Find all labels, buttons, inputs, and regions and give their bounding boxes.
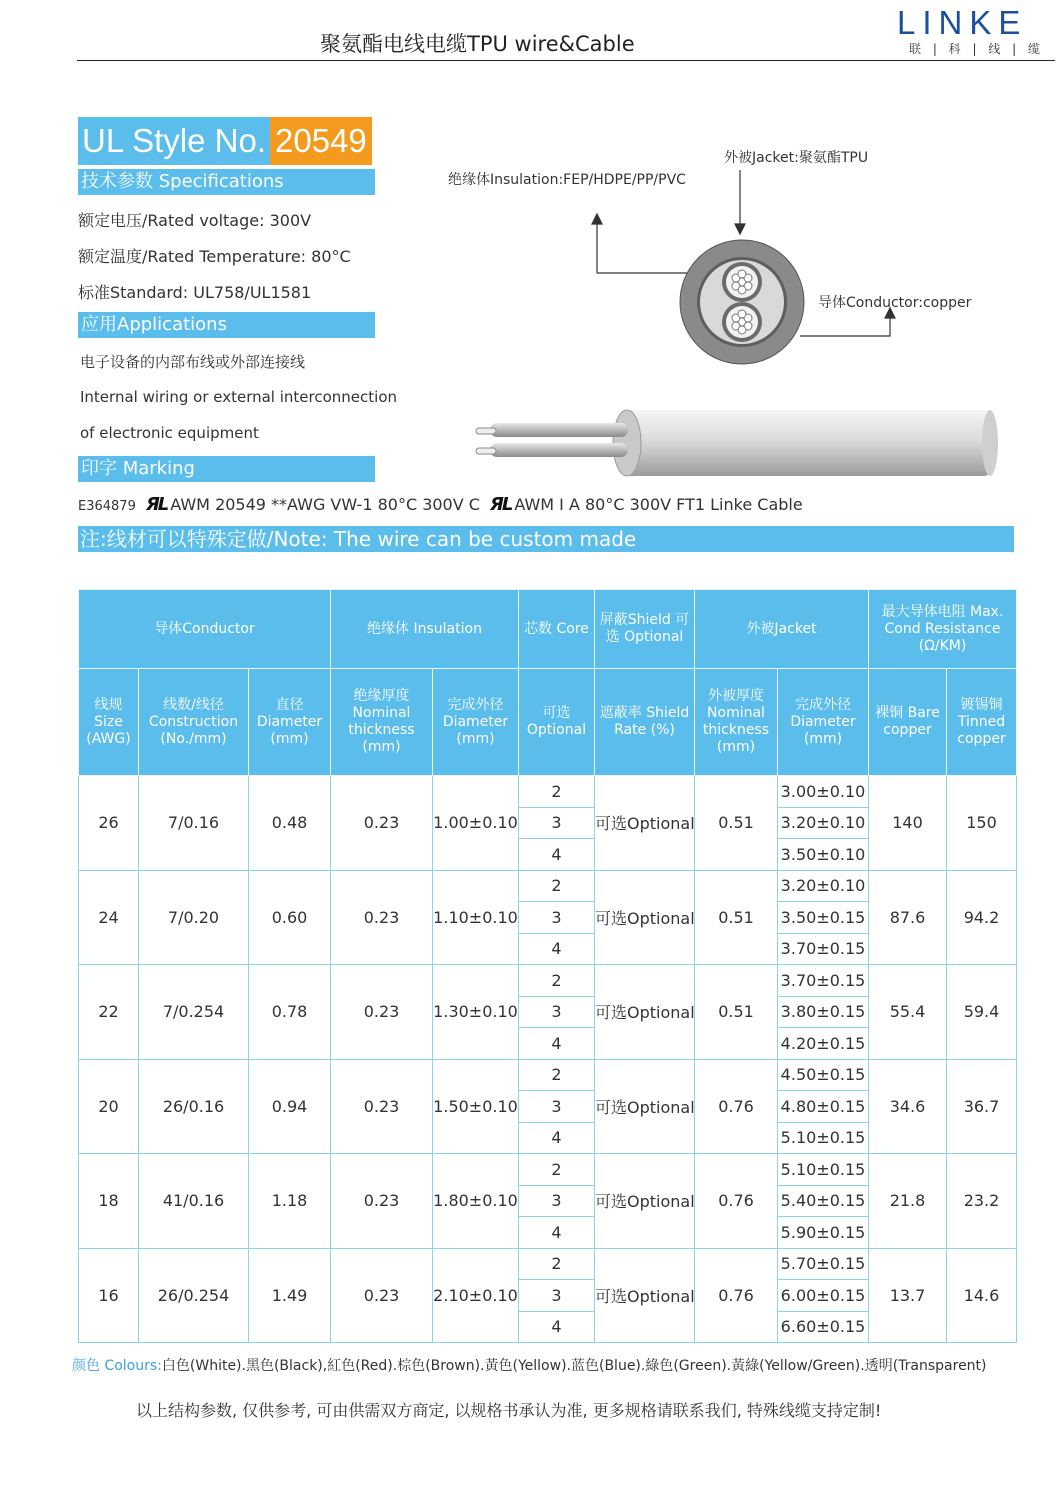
cell-jacket-thickness: 0.51: [695, 870, 778, 965]
header-shield-rate: 遮蔽率 Shield Rate (%): [595, 669, 695, 776]
cell-jacket-diameter: 5.10±0.15: [778, 1154, 869, 1186]
cell-bare-copper: 13.7: [869, 1248, 947, 1343]
marking-heading: 印字 Marking: [78, 456, 375, 482]
cell-core: 3: [519, 1185, 595, 1217]
cell-construction: 7/0.16: [139, 776, 249, 871]
table-sub-header-row: [79, 669, 1017, 776]
cell-core: 4: [519, 933, 595, 965]
header-insulation-diameter: 完成外径 Diameter (mm): [433, 669, 519, 776]
ul-style-badge: [78, 117, 372, 165]
cell-awg: 18: [79, 1154, 139, 1249]
cable-cross-section: [680, 240, 804, 364]
ul-recognized-icon: ЯL: [145, 494, 168, 515]
cell-jacket-diameter: 3.50±0.10: [778, 839, 869, 871]
ul-style-prefix: UL Style No.: [78, 117, 270, 165]
cell-core: 2: [519, 1248, 595, 1280]
cell-insulation-thickness: 0.23: [331, 776, 433, 871]
insulation-label: 绝缘体Insulation:FEP/HDPE/PP/PVC: [448, 172, 686, 188]
cell-diameter: 0.60: [249, 870, 331, 965]
jacket-label: 外被Jacket:聚氨酯TPU: [724, 150, 869, 166]
header-core-optional: 可选 Optional: [519, 669, 595, 776]
cell-tinned-copper: 59.4: [947, 965, 1017, 1060]
header-size: 线规 Size (AWG): [79, 669, 139, 776]
cell-jacket-thickness: 0.76: [695, 1248, 778, 1343]
table-row: [79, 1059, 1017, 1091]
cell-jacket-diameter: 5.10±0.15: [778, 1122, 869, 1154]
cell-shield: 可选Optional: [595, 1248, 695, 1343]
table-row: [79, 1248, 1017, 1280]
marking-part2: AWM I A 80°C 300V FT1 Linke Cable: [514, 495, 803, 514]
cell-jacket-diameter: 3.80±0.15: [778, 996, 869, 1028]
cell-core: 4: [519, 839, 595, 871]
cell-jacket-diameter: 3.70±0.15: [778, 965, 869, 997]
header-insulation-thickness: 绝缘厚度 Nominal thickness (mm): [331, 669, 433, 776]
cell-core: 2: [519, 1059, 595, 1091]
cell-core: 3: [519, 1091, 595, 1123]
cell-bare-copper: 55.4: [869, 965, 947, 1060]
cell-shield: 可选Optional: [595, 965, 695, 1060]
cell-tinned-copper: 150: [947, 776, 1017, 871]
header-insulation: 绝缘体 Insulation: [331, 590, 519, 669]
cell-insulation-diameter: 1.10±0.10: [433, 870, 519, 965]
header-conductor: 导体Conductor: [79, 590, 331, 669]
cell-core: 4: [519, 1028, 595, 1060]
cell-awg: 24: [79, 870, 139, 965]
application-line: 电子设备的内部布线或外部连接线: [80, 353, 306, 371]
cell-jacket-diameter: 4.50±0.15: [778, 1059, 869, 1091]
cell-shield: 可选Optional: [595, 870, 695, 965]
cell-diameter: 0.78: [249, 965, 331, 1060]
cell-shield: 可选Optional: [595, 776, 695, 871]
cell-construction: 41/0.16: [139, 1154, 249, 1249]
cell-bare-copper: 87.6: [869, 870, 947, 965]
cell-jacket-diameter: 5.70±0.15: [778, 1248, 869, 1280]
page-title: 聚氨酯电线电缆TPU wire&Cable: [320, 32, 635, 56]
ul-style-number: 20549: [270, 117, 372, 165]
logo-text: LINKE: [897, 4, 1028, 41]
cell-awg: 22: [79, 965, 139, 1060]
cell-core: 4: [519, 1217, 595, 1249]
cell-jacket-diameter: 6.00±0.15: [778, 1280, 869, 1312]
cell-core: 4: [519, 1311, 595, 1343]
cell-core: 3: [519, 807, 595, 839]
cell-insulation-thickness: 0.23: [331, 1154, 433, 1249]
cell-jacket-diameter: 5.90±0.15: [778, 1217, 869, 1249]
cell-insulation-diameter: 1.80±0.10: [433, 1154, 519, 1249]
marking-text: [78, 494, 803, 515]
cell-awg: 20: [79, 1059, 139, 1154]
cell-diameter: 1.18: [249, 1154, 331, 1249]
specifications-heading: 技术参数 Specifications: [78, 169, 375, 195]
specification-table: [78, 589, 1017, 1343]
cell-jacket-thickness: 0.76: [695, 1154, 778, 1249]
header-tinned-copper: 镀锡铜 Tinned copper: [947, 669, 1017, 776]
cell-jacket-diameter: 3.70±0.15: [778, 933, 869, 965]
cell-tinned-copper: 36.7: [947, 1059, 1017, 1154]
cell-tinned-copper: 23.2: [947, 1154, 1017, 1249]
cell-jacket-thickness: 0.51: [695, 965, 778, 1060]
cell-core: 2: [519, 776, 595, 808]
cell-insulation-thickness: 0.23: [331, 965, 433, 1060]
cell-jacket-diameter: 3.20±0.10: [778, 870, 869, 902]
colors-note: [72, 1355, 987, 1375]
cell-insulation-diameter: 1.30±0.10: [433, 965, 519, 1060]
header-resistance: 最大导体电阻 Max. Cond Resistance (Ω/KM): [869, 590, 1017, 669]
table-group-header-row: [79, 590, 1017, 669]
cell-insulation-thickness: 0.23: [331, 1059, 433, 1154]
cell-jacket-diameter: 6.60±0.15: [778, 1311, 869, 1343]
application-line: Internal wiring or external interconnection: [80, 388, 398, 406]
cell-shield: 可选Optional: [595, 1154, 695, 1249]
conductor-label: 导体Conductor:copper: [818, 295, 972, 311]
cell-jacket-diameter: 3.20±0.10: [778, 807, 869, 839]
header-construction: 线数/线径 Construction (No./mm): [139, 669, 249, 776]
cell-insulation-thickness: 0.23: [331, 870, 433, 965]
cell-tinned-copper: 94.2: [947, 870, 1017, 965]
cell-core: 2: [519, 1154, 595, 1186]
brand-logo: [897, 6, 1049, 57]
header-bare-copper: 裸铜 Bare copper: [869, 669, 947, 776]
cell-core: 3: [519, 902, 595, 934]
cell-awg: 16: [79, 1248, 139, 1343]
cell-diameter: 0.94: [249, 1059, 331, 1154]
cell-insulation-diameter: 1.50±0.10: [433, 1059, 519, 1154]
cell-core: 2: [519, 965, 595, 997]
cell-jacket-diameter: 3.50±0.15: [778, 902, 869, 934]
cell-awg: 26: [79, 776, 139, 871]
cable-diagram: [440, 140, 1040, 490]
cell-bare-copper: 140: [869, 776, 947, 871]
cell-construction: 7/0.254: [139, 965, 249, 1060]
cell-insulation-diameter: 1.00±0.10: [433, 776, 519, 871]
header-jacket-diameter: 完成外径 Diameter (mm): [778, 669, 869, 776]
cell-core: 3: [519, 996, 595, 1028]
cell-bare-copper: 21.8: [869, 1154, 947, 1249]
spec-rated-temperature: 额定温度/Rated Temperature: 80°C: [78, 247, 351, 266]
header-jacket-thickness: 外被厚度 Nominal thickness (mm): [695, 669, 778, 776]
footer-note: 以上结构参数, 仅供参考, 可由供需双方商定, 以规格书承认为准, 更多规格请联系我们, 特殊线缆支持定制!: [136, 1401, 882, 1420]
header-divider: [77, 60, 1055, 61]
logo-subtitle: 联 | 科 | 线 | 缆: [909, 42, 1045, 56]
cell-jacket-diameter: 4.20±0.15: [778, 1028, 869, 1060]
cell-bare-copper: 34.6: [869, 1059, 947, 1154]
cell-construction: 26/0.16: [139, 1059, 249, 1154]
application-line: of electronic equipment: [80, 424, 259, 442]
cell-jacket-diameter: 3.00±0.10: [778, 776, 869, 808]
table-row: [79, 965, 1017, 997]
table-body: [79, 776, 1017, 1343]
cell-diameter: 0.48: [249, 776, 331, 871]
cell-insulation-diameter: 2.10±0.10: [433, 1248, 519, 1343]
header-diameter: 直径 Diameter (mm): [249, 669, 331, 776]
cable-side-view: [476, 410, 998, 476]
applications-heading: 应用Applications: [78, 312, 375, 338]
cell-jacket-thickness: 0.51: [695, 776, 778, 871]
table-row: [79, 870, 1017, 902]
marking-part1: AWM 20549 **AWG VW-1 80°C 300V C: [170, 495, 480, 514]
header-shield: 屏蔽Shield 可选 Optional: [595, 590, 695, 669]
spec-rated-voltage: 额定电压/Rated voltage: 300V: [78, 211, 312, 230]
cell-core: 2: [519, 870, 595, 902]
ul-recognized-icon: ЯL: [490, 494, 512, 515]
cell-jacket-diameter: 4.80±0.15: [778, 1091, 869, 1123]
cell-diameter: 1.49: [249, 1248, 331, 1343]
cell-construction: 26/0.254: [139, 1248, 249, 1343]
cell-core: 4: [519, 1122, 595, 1154]
cell-jacket-diameter: 5.40±0.15: [778, 1185, 869, 1217]
colors-list: 白色(White).黑色(Black),紅色(Red).棕色(Brown).黃色(Yellow).蓝色(Blue).綠色(Green).黃綠(Yellow/Green).透明(Transparent): [161, 1358, 987, 1374]
cell-core: 3: [519, 1280, 595, 1312]
header-core: 芯数 Core: [519, 590, 595, 669]
table-row: [79, 776, 1017, 808]
table-row: [79, 1154, 1017, 1186]
cell-jacket-thickness: 0.76: [695, 1059, 778, 1154]
marking-code: E364879: [78, 499, 136, 514]
cell-tinned-copper: 14.6: [947, 1248, 1017, 1343]
header-jacket: 外被Jacket: [695, 590, 869, 669]
cell-shield: 可选Optional: [595, 1059, 695, 1154]
cell-construction: 7/0.20: [139, 870, 249, 965]
colors-label: 颜色 Colours:: [72, 1358, 162, 1374]
cell-insulation-thickness: 0.23: [331, 1248, 433, 1343]
spec-standard: 标准Standard: UL758/UL1581: [78, 283, 312, 302]
custom-note-bar: 注:线材可以特殊定做/Note: The wire can be custom made: [78, 526, 1014, 552]
